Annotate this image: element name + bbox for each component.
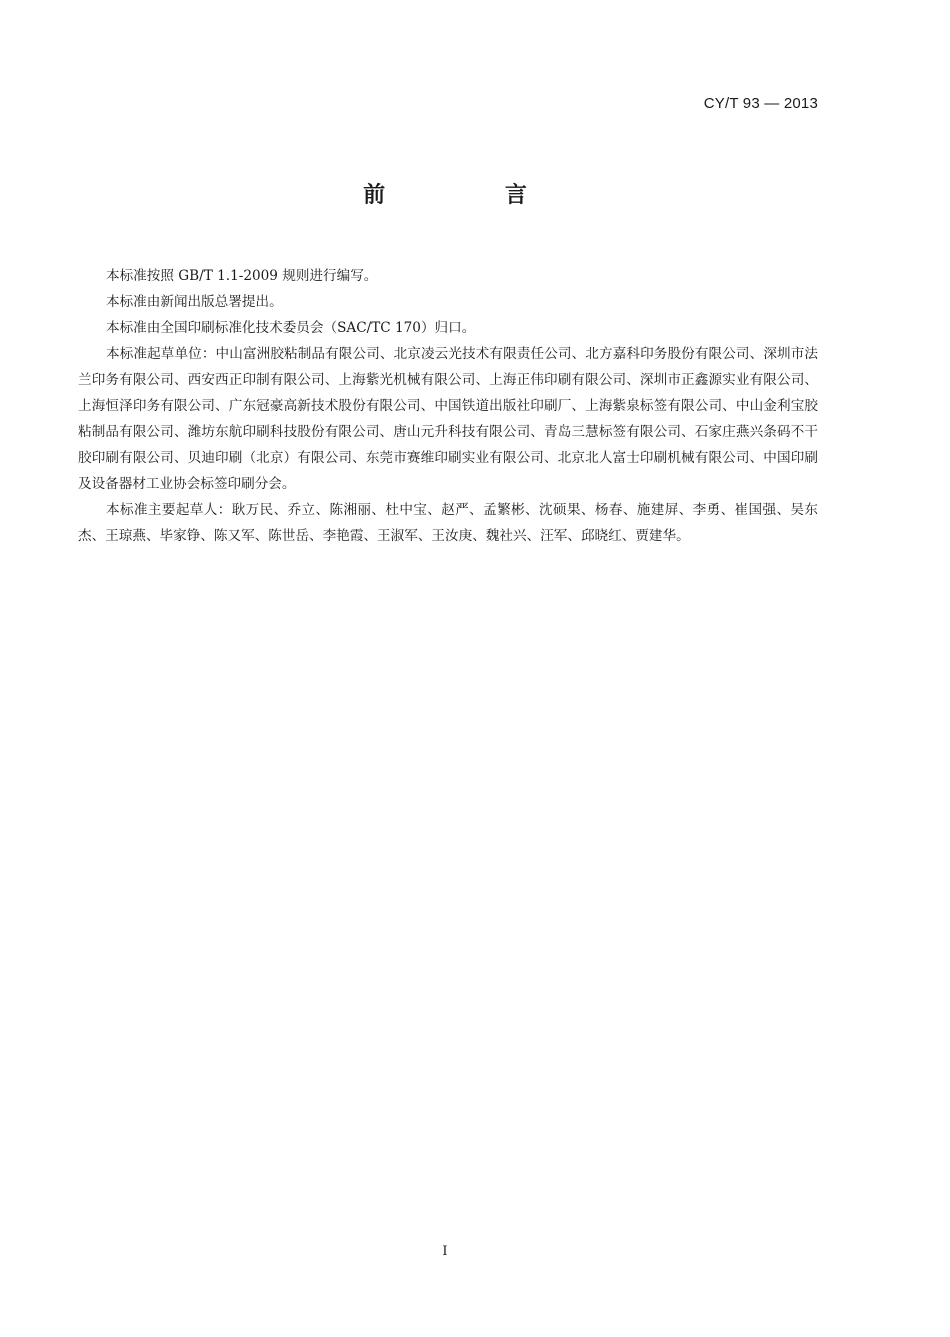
page-title: 前 言 [363, 183, 583, 208]
paragraph-committee: 本标准由全国印刷标准化技术委员会（SAC/TC 170）归口。 [106, 320, 476, 336]
paragraph-drafting-units: 本标准起草单位：中山富洲胶粘制品有限公司、北京凌云光技术有限责任公司、北方嘉科印务股份有限公司、深圳市法兰印务有限公司、西安西正印制有限公司、上海紫光机械有限公司、上海正伟印刷有限公司、深圳市正鑫源实业有限公司、上海恒泽印务有限公司、广东冠豪高新技术股份有限公司、中国铁道出版社印刷厂、上海紫泉标签有限公司、中山金利宝胶粘制品有限公司、潍坊东航印刷科技股份有限公司、唐山元升科技有限公司、青岛三慧标签有限公司、石家庄燕兴条码不干胶印刷有限公司、贝迪印刷（北京）有限公司、东莞市赛维印刷实业有限公司、北京北人富士印刷机械有限公司、中国印刷及设备器材工业协会标签印刷分会。 [78, 346, 818, 492]
standard-code: CY/T 93 — 2013 [703, 95, 818, 112]
paragraph-drafting-rules: 本标准按照 GB/T 1.1-2009 规则进行编写。 [106, 268, 378, 284]
foreword-body [78, 263, 818, 549]
paragraph-drafters: 本标准主要起草人：耿万民、乔立、陈湘丽、杜中宝、赵严、孟繁彬、沈硕果、杨春、施建屏、李勇、崔国强、吴东杰、王琼燕、毕家铮、陈又军、陈世岳、李艳霞、王淑军、王汝庚、魏社兴、汪军、邱晓红、贾建华。 [78, 502, 818, 544]
paragraph-proposer: 本标准由新闻出版总署提出。 [106, 294, 283, 310]
page-number: I [442, 1244, 448, 1259]
